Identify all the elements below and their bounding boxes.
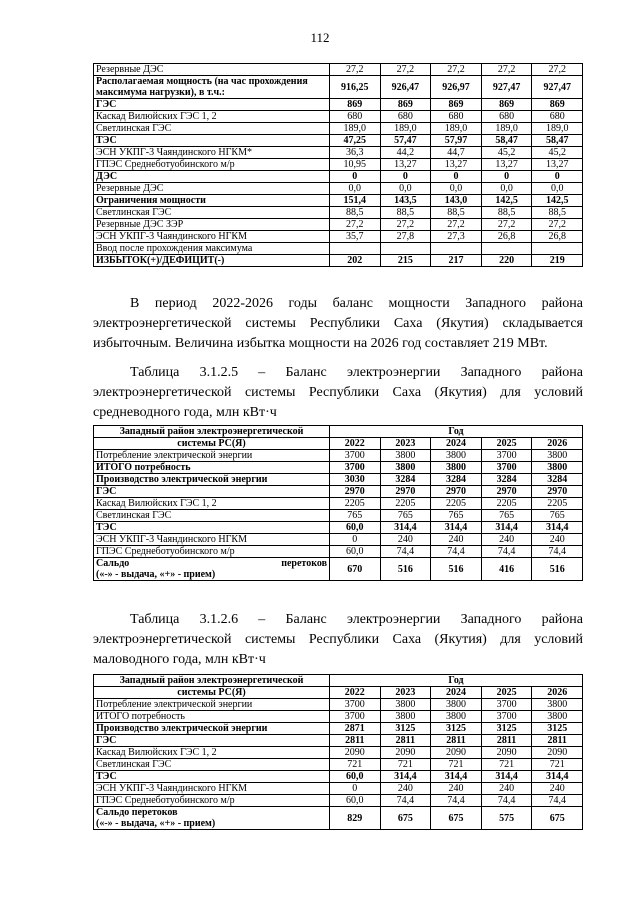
table2-caption-line-1: Таблица 3.1.2.5 – Баланс электроэнергии Западного района xyxy=(130,365,583,380)
row-value: 189,0 xyxy=(431,123,482,135)
row-label: Производство электрической энергии xyxy=(94,723,330,735)
row-value: 88,5 xyxy=(380,207,431,219)
row-value: 88,5 xyxy=(481,207,532,219)
row-label: ТЭС xyxy=(94,135,330,147)
row-label: Каскад Вилюйских ГЭС 1, 2 xyxy=(94,111,330,123)
year-header: 2025 xyxy=(481,438,532,450)
row-value: 765 xyxy=(330,510,381,522)
row-value xyxy=(380,243,431,255)
row-value: 26,8 xyxy=(532,231,583,243)
table-row xyxy=(94,64,583,76)
year-header: 2026 xyxy=(532,438,583,450)
row-value: 314,4 xyxy=(532,522,583,534)
page-number: 112 xyxy=(310,30,330,45)
row-value: 869 xyxy=(431,99,482,111)
table-row xyxy=(94,255,583,267)
table2-caption-line-2: электроэнергетической системы Республики Саха (Якутия) для условий xyxy=(93,385,583,400)
row-value: 3700 xyxy=(481,699,532,711)
row-value: 3800 xyxy=(532,462,583,474)
row-value: 765 xyxy=(431,510,482,522)
row-value: 60,0 xyxy=(330,522,381,534)
saldo-value: 575 xyxy=(481,807,532,830)
row-value: 314,4 xyxy=(532,771,583,783)
row-label: ИЗБЫТОК(+)/ДЕФИЦИТ(-) xyxy=(94,255,330,267)
row-value: 26,8 xyxy=(481,231,532,243)
row-value: 0,0 xyxy=(380,183,431,195)
row-value: 47,25 xyxy=(330,135,381,147)
row-label: ИТОГО потребность xyxy=(94,462,330,474)
row-value: 58,47 xyxy=(481,135,532,147)
table-row xyxy=(94,219,583,231)
year-header: 2025 xyxy=(481,687,532,699)
row-label: Светлинская ГЭС xyxy=(94,123,330,135)
table-row xyxy=(94,723,583,735)
row-value: 869 xyxy=(532,99,583,111)
row-label: ГПЭС Среднеботуобинского м/р xyxy=(94,795,330,807)
table-row xyxy=(94,231,583,243)
table3-header-year: Год xyxy=(330,675,583,687)
saldo-value: 675 xyxy=(431,807,482,830)
row-value: 3284 xyxy=(431,474,482,486)
table2-header-left-1: Западный район электроэнергетической xyxy=(94,426,330,438)
row-value: 151,4 xyxy=(330,195,381,207)
row-value: 27,2 xyxy=(481,219,532,231)
row-value xyxy=(481,243,532,255)
row-label: Ограничения мощности xyxy=(94,195,330,207)
saldo-label xyxy=(94,807,330,830)
row-label: Ввод после прохождения максимума xyxy=(94,243,330,255)
table-row xyxy=(94,171,583,183)
table-row xyxy=(94,735,583,747)
row-value: 927,47 xyxy=(481,76,532,99)
saldo-value: 516 xyxy=(532,558,583,581)
row-value: 74,4 xyxy=(481,795,532,807)
table-row xyxy=(94,462,583,474)
row-value: 240 xyxy=(380,783,431,795)
row-value: 3700 xyxy=(330,699,381,711)
row-value: 869 xyxy=(380,99,431,111)
table3-caption-line-3: маловодного года, млн кВт·ч xyxy=(93,652,266,667)
row-value: 2970 xyxy=(481,486,532,498)
year-header: 2026 xyxy=(532,687,583,699)
row-value: 58,47 xyxy=(532,135,583,147)
saldo-value: 829 xyxy=(330,807,381,830)
row-value: 219 xyxy=(532,255,583,267)
saldo-value: 516 xyxy=(431,558,482,581)
row-value: 721 xyxy=(481,759,532,771)
table3-header-left-2: системы РС(Я) xyxy=(94,687,330,699)
row-value: 0 xyxy=(431,171,482,183)
row-label: ЭСН УКПГ-3 Чаяндинского НГКМ xyxy=(94,534,330,546)
row-value: 3800 xyxy=(431,699,482,711)
row-value: 0 xyxy=(532,171,583,183)
row-label: Потребление электрической энергии xyxy=(94,450,330,462)
table-row xyxy=(94,486,583,498)
row-value: 74,4 xyxy=(532,546,583,558)
table3-caption-line-2: электроэнергетической системы Республики Саха (Якутия) для условий xyxy=(93,632,583,647)
row-value: 680 xyxy=(431,111,482,123)
year-header: 2023 xyxy=(380,687,431,699)
row-value: 2970 xyxy=(330,486,381,498)
row-value: 202 xyxy=(330,255,381,267)
table-row xyxy=(94,195,583,207)
row-label: Резервные ДЭС xyxy=(94,64,330,76)
row-value: 142,5 xyxy=(532,195,583,207)
row-value: 27,2 xyxy=(431,219,482,231)
row-value: 2811 xyxy=(330,735,381,747)
row-value: 74,4 xyxy=(481,546,532,558)
row-value: 680 xyxy=(481,111,532,123)
row-value: 721 xyxy=(532,759,583,771)
row-value: 45,2 xyxy=(481,147,532,159)
row-label: ГЭС xyxy=(94,486,330,498)
table3-caption-line-1: Таблица 3.1.2.6 – Баланс электроэнергии Западного района xyxy=(130,612,583,627)
row-value: 3700 xyxy=(481,711,532,723)
table-row xyxy=(94,711,583,723)
table-row xyxy=(94,123,583,135)
row-value: 3700 xyxy=(330,450,381,462)
table2-header-left-2: системы РС(Я) xyxy=(94,438,330,450)
saldo-value: 675 xyxy=(532,807,583,830)
row-value: 74,4 xyxy=(431,546,482,558)
table-row xyxy=(94,76,583,99)
paragraph-line-1: В период 2022-2026 годы баланс мощности Западного района xyxy=(130,296,583,311)
row-value: 2970 xyxy=(532,486,583,498)
row-value: 2811 xyxy=(431,735,482,747)
row-value: 3030 xyxy=(330,474,381,486)
row-value xyxy=(431,243,482,255)
row-value: 0,0 xyxy=(481,183,532,195)
row-value: 2205 xyxy=(431,498,482,510)
row-value: 60,0 xyxy=(330,795,381,807)
row-value: 765 xyxy=(532,510,583,522)
table3-header-left-1: Западный район электроэнергетической xyxy=(94,675,330,687)
row-value: 27,3 xyxy=(431,231,482,243)
row-value: 27,2 xyxy=(481,64,532,76)
row-value: 2205 xyxy=(481,498,532,510)
row-value: 3800 xyxy=(532,450,583,462)
row-value: 314,4 xyxy=(380,522,431,534)
row-label: Резервные ДЭС ЗЭР xyxy=(94,219,330,231)
row-value: 27,2 xyxy=(330,219,381,231)
row-value: 869 xyxy=(481,99,532,111)
saldo-label-line-1 xyxy=(96,558,327,569)
table-row xyxy=(94,510,583,522)
table-row xyxy=(94,522,583,534)
row-label: ЭСН УКПГ-3 Чаяндинского НГКМ xyxy=(94,783,330,795)
table-row xyxy=(94,498,583,510)
year-header: 2023 xyxy=(380,438,431,450)
row-label: Резервные ДЭС xyxy=(94,183,330,195)
row-label: Производство электрической энергии xyxy=(94,474,330,486)
row-value: 88,5 xyxy=(431,207,482,219)
row-value: 220 xyxy=(481,255,532,267)
row-value: 13,27 xyxy=(380,159,431,171)
row-value: 189,0 xyxy=(380,123,431,135)
row-value: 2205 xyxy=(532,498,583,510)
row-value: 314,4 xyxy=(481,522,532,534)
row-value: 27,8 xyxy=(380,231,431,243)
energy-balance-low-water-year-table xyxy=(93,674,583,830)
row-value: 217 xyxy=(431,255,482,267)
row-value: 2811 xyxy=(380,735,431,747)
table-row xyxy=(94,534,583,546)
row-value: 2090 xyxy=(431,747,482,759)
saldo-word: перетоков xyxy=(281,558,327,569)
row-value: 3125 xyxy=(431,723,482,735)
row-value: 27,2 xyxy=(380,219,431,231)
row-value: 240 xyxy=(481,534,532,546)
row-label: ГЭС xyxy=(94,735,330,747)
row-value: 13,27 xyxy=(431,159,482,171)
table-row xyxy=(94,783,583,795)
row-value: 2811 xyxy=(481,735,532,747)
row-value: 0 xyxy=(330,171,381,183)
row-value: 27,2 xyxy=(532,219,583,231)
row-label: Каскад Вилюйских ГЭС 1, 2 xyxy=(94,747,330,759)
row-value: 3800 xyxy=(380,711,431,723)
row-value: 13,27 xyxy=(481,159,532,171)
row-value: 2090 xyxy=(481,747,532,759)
saldo-value: 516 xyxy=(380,558,431,581)
row-value: 88,5 xyxy=(532,207,583,219)
year-header: 2022 xyxy=(330,438,381,450)
row-value: 3800 xyxy=(532,699,583,711)
row-value: 2090 xyxy=(532,747,583,759)
row-value: 189,0 xyxy=(330,123,381,135)
row-value: 36,3 xyxy=(330,147,381,159)
row-value: 3800 xyxy=(380,462,431,474)
row-value: 189,0 xyxy=(532,123,583,135)
saldo-label-line-2: («-» - выдача, «+» - прием) xyxy=(96,569,216,580)
row-value: 0,0 xyxy=(330,183,381,195)
row-value: 680 xyxy=(532,111,583,123)
row-value: 13,27 xyxy=(532,159,583,171)
saldo-value: 416 xyxy=(481,558,532,581)
row-value xyxy=(330,243,381,255)
row-value: 44,7 xyxy=(431,147,482,159)
row-value: 765 xyxy=(380,510,431,522)
row-value: 314,4 xyxy=(431,771,482,783)
row-label: ГПЭС Среднеботуобинского м/р xyxy=(94,546,330,558)
table-row xyxy=(94,450,583,462)
row-value: 240 xyxy=(532,534,583,546)
table-row xyxy=(94,99,583,111)
saldo-value: 675 xyxy=(380,807,431,830)
row-value: 3125 xyxy=(380,723,431,735)
row-value: 74,4 xyxy=(380,795,431,807)
row-value: 3700 xyxy=(481,450,532,462)
row-value: 240 xyxy=(380,534,431,546)
row-value: 3700 xyxy=(330,462,381,474)
saldo-word: Сальдо xyxy=(96,558,130,569)
row-value: 10,95 xyxy=(330,159,381,171)
saldo-row xyxy=(94,558,583,581)
row-value: 2811 xyxy=(532,735,583,747)
power-balance-table xyxy=(93,63,583,267)
row-value: 0,0 xyxy=(532,183,583,195)
row-label: Светлинская ГЭС xyxy=(94,510,330,522)
year-header: 2022 xyxy=(330,687,381,699)
table-row xyxy=(94,135,583,147)
row-value: 0 xyxy=(330,534,381,546)
paragraph-line-2: электроэнергетической системы Республики Саха (Якутия) складывается xyxy=(93,316,583,331)
row-label: ТЭС xyxy=(94,522,330,534)
row-value: 3800 xyxy=(532,711,583,723)
row-value: 721 xyxy=(380,759,431,771)
row-value: 3800 xyxy=(431,462,482,474)
row-label: Каскад Вилюйских ГЭС 1, 2 xyxy=(94,498,330,510)
year-header: 2024 xyxy=(431,438,482,450)
row-value: 44,2 xyxy=(380,147,431,159)
table-row xyxy=(94,147,583,159)
row-value: 0 xyxy=(330,783,381,795)
row-value: 765 xyxy=(481,510,532,522)
row-value: 27,2 xyxy=(532,64,583,76)
table-row xyxy=(94,111,583,123)
row-value: 2205 xyxy=(380,498,431,510)
row-value: 314,4 xyxy=(431,522,482,534)
table2-caption-line-3: средневодного года, млн кВт·ч xyxy=(93,405,277,420)
row-value: 0 xyxy=(481,171,532,183)
row-value: 143,5 xyxy=(380,195,431,207)
saldo-label-line-2: («-» - выдача, «+» - прием) xyxy=(96,818,216,829)
table-row xyxy=(94,759,583,771)
row-value: 2970 xyxy=(380,486,431,498)
row-value: 60,0 xyxy=(330,546,381,558)
table-row xyxy=(94,747,583,759)
energy-balance-average-year-table xyxy=(93,425,583,581)
row-value: 142,5 xyxy=(481,195,532,207)
row-value: 74,4 xyxy=(532,795,583,807)
table-row xyxy=(94,207,583,219)
saldo-label-line-1: Сальдо перетоков xyxy=(96,807,178,818)
row-value xyxy=(532,243,583,255)
row-label: Потребление электрической энергии xyxy=(94,699,330,711)
row-value: 0,0 xyxy=(431,183,482,195)
row-value: 3125 xyxy=(481,723,532,735)
table-row xyxy=(94,795,583,807)
row-label: ДЭС xyxy=(94,171,330,183)
table-row xyxy=(94,183,583,195)
row-value: 926,97 xyxy=(431,76,482,99)
saldo-label xyxy=(94,558,330,581)
row-value: 2090 xyxy=(330,747,381,759)
row-value: 240 xyxy=(431,534,482,546)
row-label: Располагаемая мощность (на час прохождения максимума нагрузки), в т.ч.: xyxy=(94,76,330,99)
row-value: 680 xyxy=(380,111,431,123)
row-value: 721 xyxy=(431,759,482,771)
row-value: 916,25 xyxy=(330,76,381,99)
row-label: ЭСН УКПГ-3 Чаяндинского НГКМ xyxy=(94,231,330,243)
row-value: 27,2 xyxy=(380,64,431,76)
paragraph-line-3: избыточным. Величина избытка мощности на 2026 год составляет 219 МВт. xyxy=(93,336,548,351)
row-label: ГПЭС Среднеботуобинского м/р xyxy=(94,159,330,171)
row-value: 240 xyxy=(481,783,532,795)
row-label: Светлинская ГЭС xyxy=(94,759,330,771)
row-value: 35,7 xyxy=(330,231,381,243)
row-value: 2090 xyxy=(380,747,431,759)
row-value: 88,5 xyxy=(330,207,381,219)
table-row xyxy=(94,159,583,171)
row-value: 3800 xyxy=(380,699,431,711)
row-label: Светлинская ГЭС xyxy=(94,207,330,219)
row-value: 3700 xyxy=(481,462,532,474)
row-value: 314,4 xyxy=(481,771,532,783)
row-value: 0 xyxy=(380,171,431,183)
row-value: 57,47 xyxy=(380,135,431,147)
row-value: 3284 xyxy=(380,474,431,486)
row-value: 74,4 xyxy=(380,546,431,558)
row-label: ИТОГО потребность xyxy=(94,711,330,723)
table-row xyxy=(94,771,583,783)
row-value: 57,97 xyxy=(431,135,482,147)
row-value: 314,4 xyxy=(380,771,431,783)
row-value: 189,0 xyxy=(481,123,532,135)
year-header: 2024 xyxy=(431,687,482,699)
row-value: 240 xyxy=(431,783,482,795)
saldo-row xyxy=(94,807,583,830)
row-value: 143,0 xyxy=(431,195,482,207)
table-row xyxy=(94,546,583,558)
row-value: 3700 xyxy=(330,711,381,723)
row-value: 721 xyxy=(330,759,381,771)
row-value: 3125 xyxy=(532,723,583,735)
saldo-value: 670 xyxy=(330,558,381,581)
table-row xyxy=(94,243,583,255)
row-value: 3800 xyxy=(431,711,482,723)
row-value: 60,0 xyxy=(330,771,381,783)
row-value: 927,47 xyxy=(532,76,583,99)
row-label: ГЭС xyxy=(94,99,330,111)
row-value: 27,2 xyxy=(330,64,381,76)
table2-header-year: Год xyxy=(330,426,583,438)
row-value: 74,4 xyxy=(431,795,482,807)
row-value: 45,2 xyxy=(532,147,583,159)
row-label: ЭСН УКПГ-3 Чаяндинского НГКМ* xyxy=(94,147,330,159)
row-value: 215 xyxy=(380,255,431,267)
row-value: 3800 xyxy=(380,450,431,462)
row-value: 3284 xyxy=(532,474,583,486)
row-label: ТЭС xyxy=(94,771,330,783)
table-row xyxy=(94,699,583,711)
row-value: 3800 xyxy=(431,450,482,462)
row-value: 680 xyxy=(330,111,381,123)
row-value: 2871 xyxy=(330,723,381,735)
row-value: 3284 xyxy=(481,474,532,486)
table-row xyxy=(94,474,583,486)
row-value: 869 xyxy=(330,99,381,111)
row-value: 2970 xyxy=(431,486,482,498)
row-value: 240 xyxy=(532,783,583,795)
row-value: 926,47 xyxy=(380,76,431,99)
row-value: 27,2 xyxy=(431,64,482,76)
row-value: 2205 xyxy=(330,498,381,510)
